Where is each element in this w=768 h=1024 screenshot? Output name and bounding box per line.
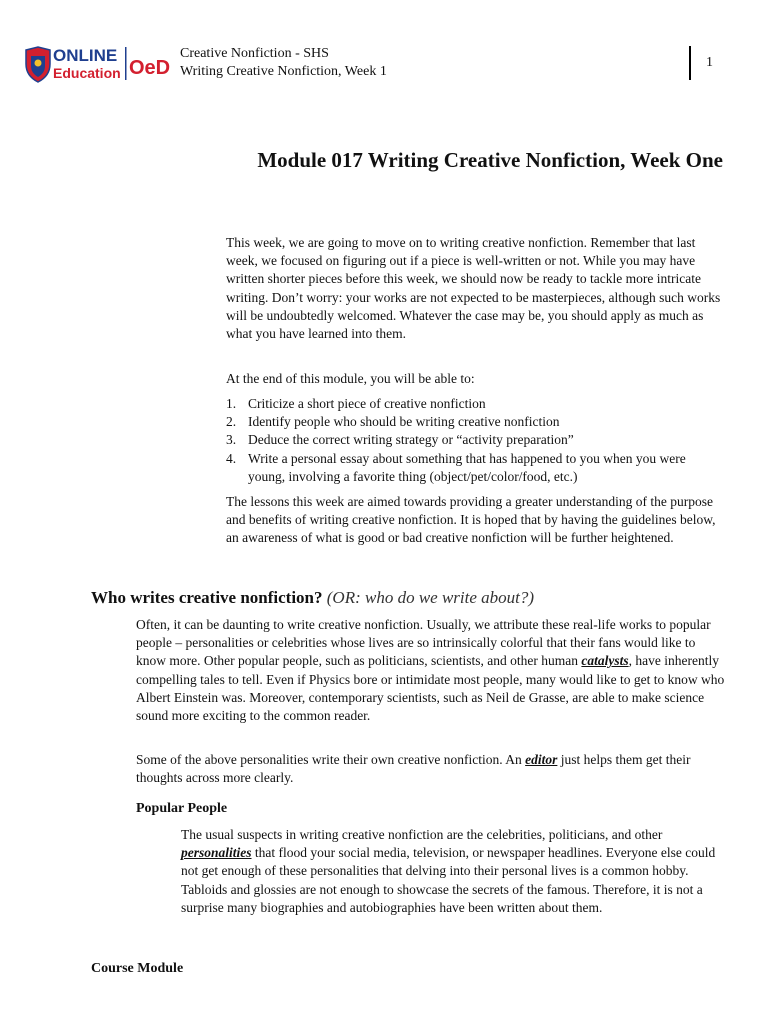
section-paragraph-2: Some of the above personalities write their own creative nonfiction. An editor just helps them get their thoughts across more clearly. xyxy=(136,752,691,786)
subsection-heading: Popular People xyxy=(136,801,228,816)
section-paragraph-1: Often, it can be daunting to write creative nonfiction. Usually, we attribute these real-life works to popular people – personalities or celebrities whose lives are so intrinsically colorful that their fans would like to know more. Other popular people, such as politicians, scientists, and other human catalysts, have inherently compelling tales to tell. Even if Physics bore or intimidate most people, many would like to get to know who Albert Einstein was. Moreover, contemporary scientists, such as Neil de Grasse, are able to make science sound more exciting to the common reader. xyxy=(136,617,725,724)
section-heading-sub: (OR: who do we write about?) xyxy=(326,588,535,607)
term-editor: editor xyxy=(525,752,558,767)
term-personalities: personalities xyxy=(181,845,252,861)
objective-item: 3. Deduce the correct writing strategy or “activity preparation” xyxy=(226,432,574,448)
footer-label: Course Module xyxy=(91,961,184,976)
objective-item: 2. Identify people who should be writing creative nonfiction xyxy=(226,414,560,430)
logo-text-bottom: Education xyxy=(53,65,121,81)
intro-paragraph: This week, we are going to move on to writing creative nonfiction. Remember that last week, we focused on figuring out if a piece is well-written or not. While you may have written shorter pieces before this week, we should now be ready to tackle more intricate writing. Don’t worry: your works are not expected to be masterpieces, although such works will be undoubtedly welcomed. Whatever the case may be, you should apply as much as what you have learned into them. xyxy=(226,235,721,342)
term-catalysts: catalysts xyxy=(581,653,629,669)
online-education-logo xyxy=(24,44,174,84)
shield-icon xyxy=(26,47,50,82)
popular-people-paragraph: The usual suspects in writing creative nonfiction are the celebrities, politicians, and other personalities that flood your social media, television, or newspaper headlines. Everyone else could not get enough of these personalities that delving into their personal lives is a common hobby. Tabloids and glossies are not enough to showcase the secrets of the famous. Therefore, it is not a surprise many biographies and autobiographies have been written about them. xyxy=(181,827,716,915)
course-title: Creative Nonfiction - SHS xyxy=(180,46,329,61)
objective-item: 4. Write a personal essay about something that has happened to you when you were young, involving a favorite thing (object/pet/color/food, etc.) xyxy=(226,450,686,484)
section-heading-main: Who writes creative nonfiction? xyxy=(91,588,323,607)
objectives-lead: At the end of this module, you will be able to: xyxy=(226,371,475,386)
section-heading xyxy=(91,588,534,608)
logo-mark: OeD xyxy=(129,57,171,79)
objectives-list xyxy=(226,395,726,486)
objective-item: 1. Criticize a short piece of creative nonfiction xyxy=(226,396,486,411)
header-divider xyxy=(689,46,691,80)
module-title: Module 017 Writing Creative Nonfiction, Week One xyxy=(257,148,723,172)
logo-text-top: ONLINE xyxy=(53,46,118,65)
course-subtitle: Writing Creative Nonfiction, Week 1 xyxy=(180,64,387,79)
lessons-paragraph: The lessons this week are aimed towards providing a greater understanding of the purpose and benefits of writing creative nonfiction. It is hoped that by having the guidelines below, an awareness of what is good or bad creative nonfiction will be further heightened. xyxy=(226,494,716,546)
page-number: 1 xyxy=(706,55,713,70)
